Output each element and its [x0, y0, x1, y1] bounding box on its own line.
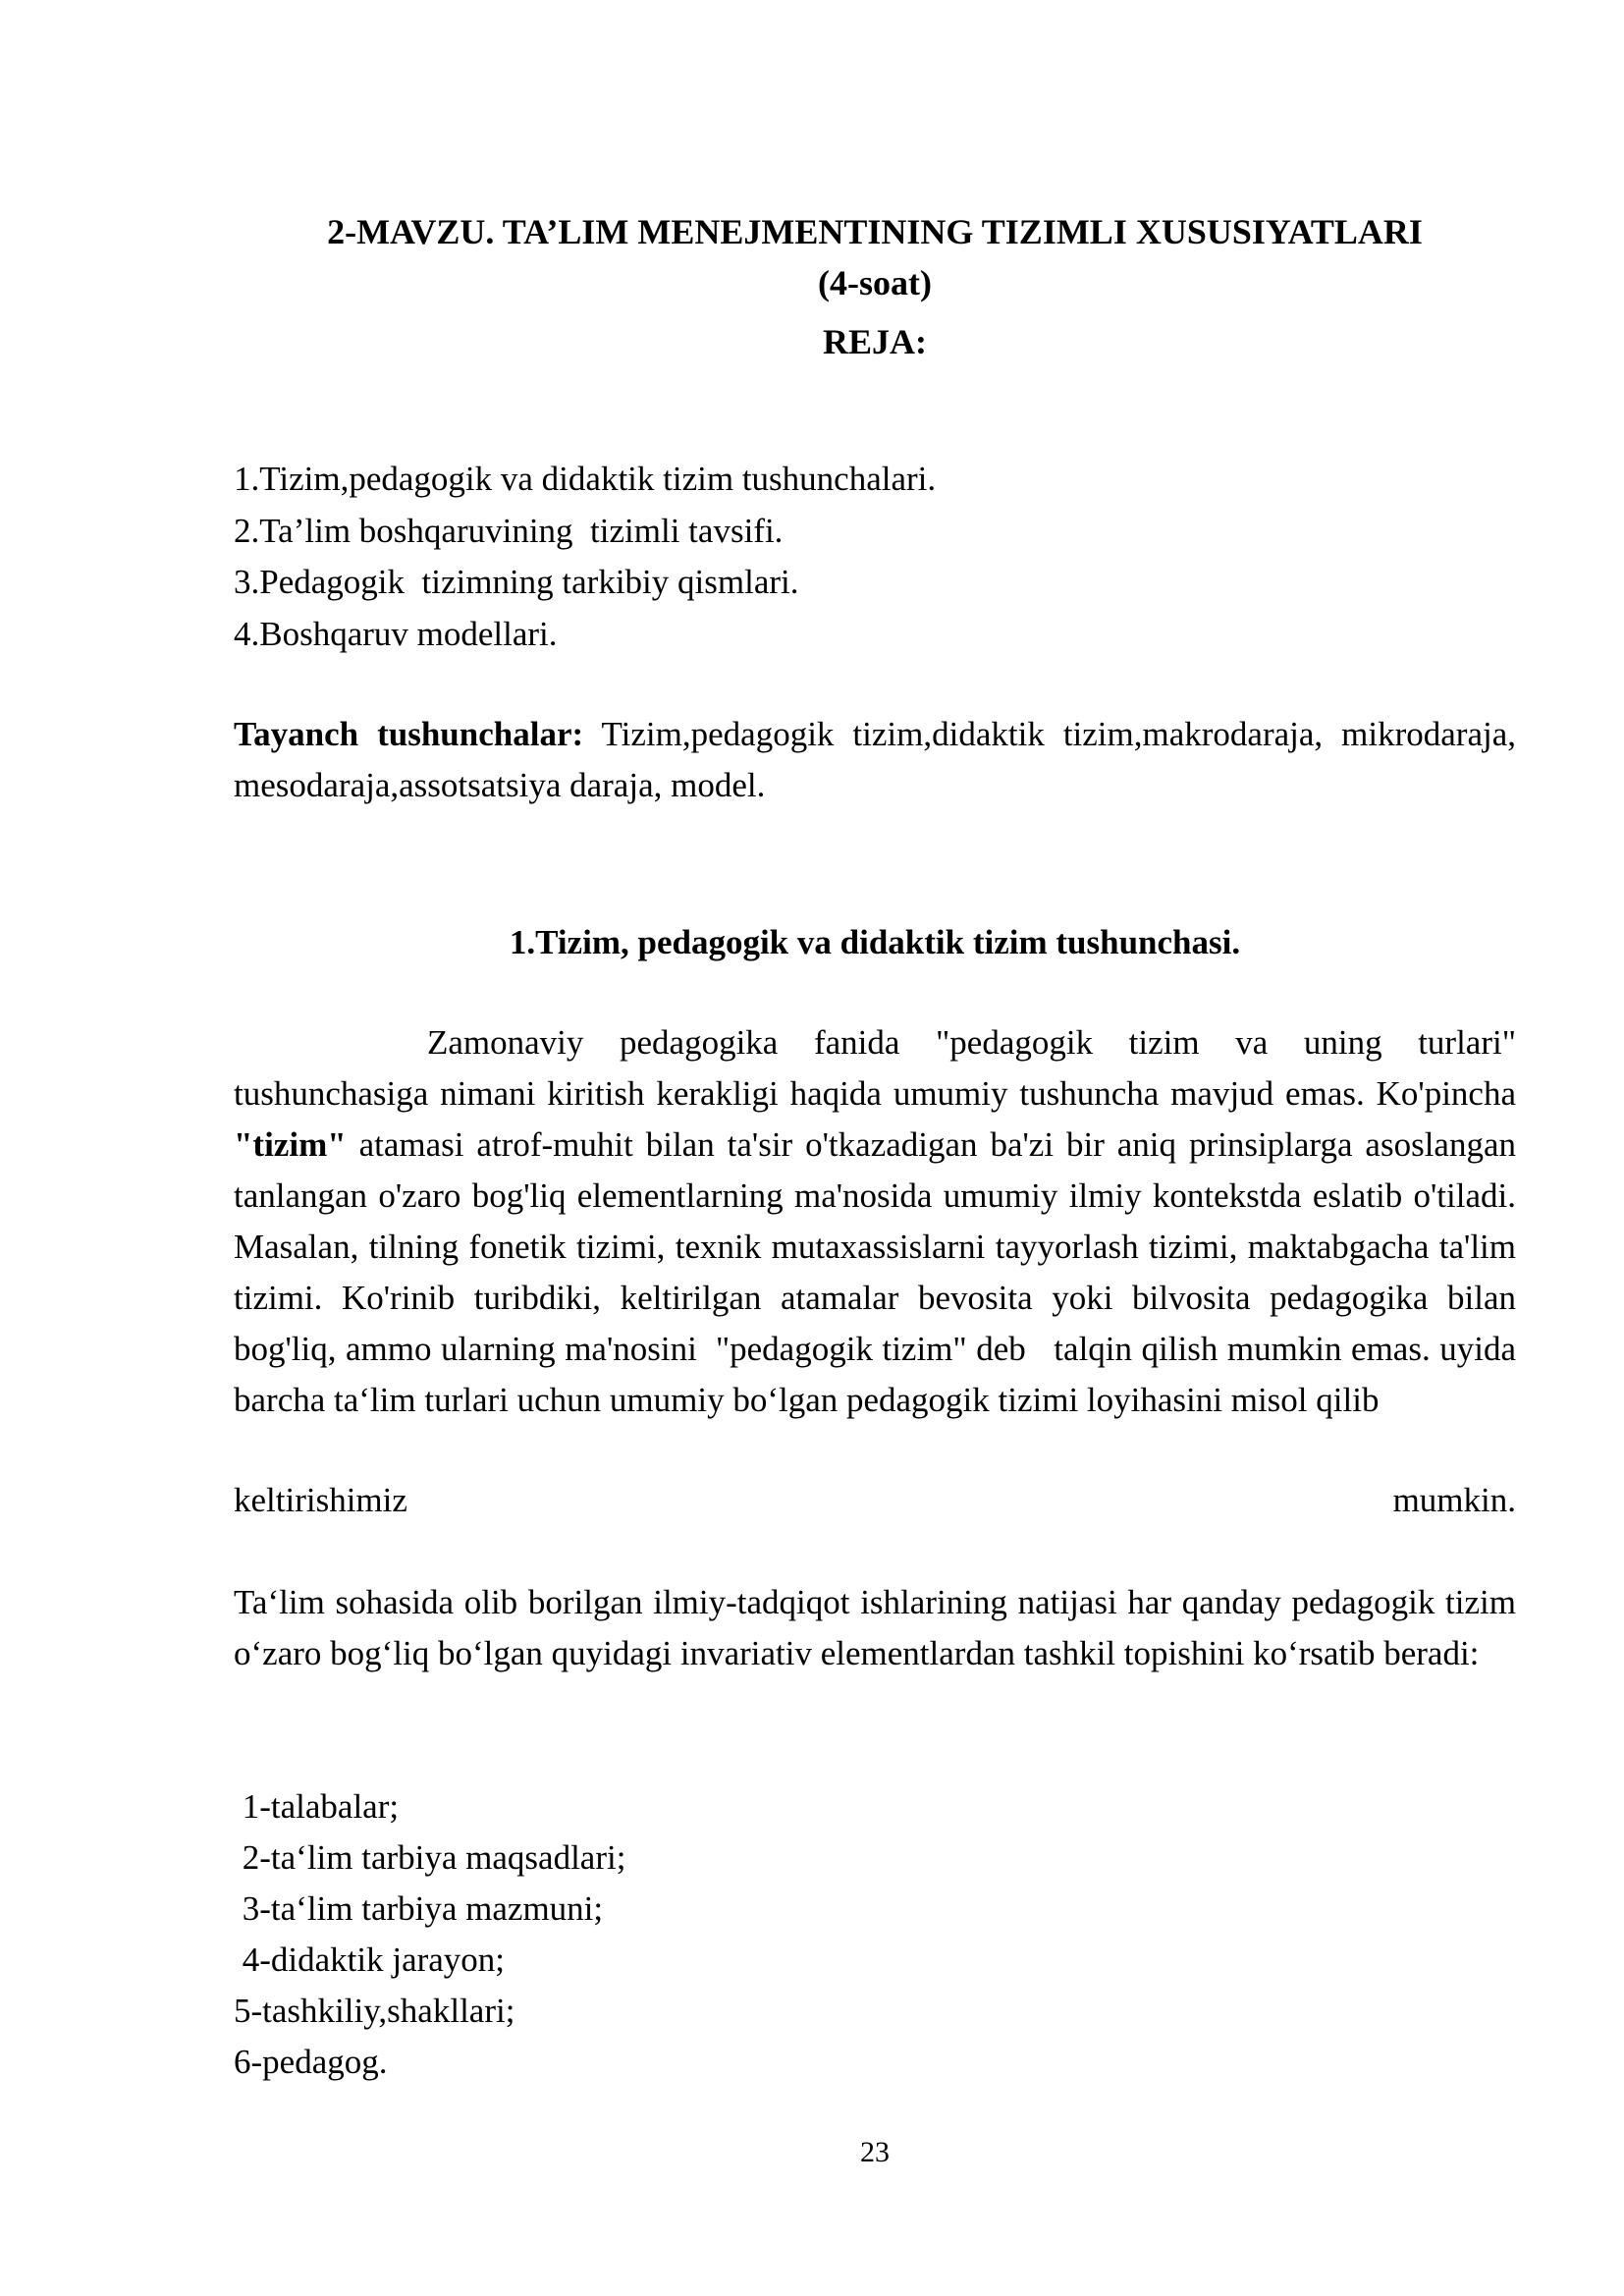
- paragraph-1-last-left: keltirishimiz: [234, 1481, 407, 1519]
- list-item: 6-pedagog.: [234, 2043, 388, 2081]
- plan-item: 1.Tizim,pedagogik va didaktik tizim tushunchalari.: [234, 460, 937, 498]
- list-item: 4-didaktik jarayon;: [234, 1941, 506, 1979]
- list-item: 5-tashkiliy,shakllari;: [234, 1992, 515, 2030]
- plan-list: [234, 454, 1516, 660]
- paragraph-2: Ta‘lim sohasida olib borilgan ilmiy-tadqiqot ishlarining natijasi har qanday pedagogik tizim o‘zaro bog‘liq bo‘lgan quyidagi invariativ elementlardan tashkil topishini ko‘rsatib beradi:: [234, 1583, 1516, 1672]
- plan-heading: REJA:: [823, 322, 927, 361]
- paragraph-1-last-right: mumkin.: [1392, 1481, 1516, 1519]
- topic-title: [234, 206, 1516, 308]
- paragraph-1-bold-term: "tizim": [234, 1125, 347, 1164]
- list-item: 1-talabalar;: [234, 1787, 400, 1826]
- key-concepts-text: Tizim,pedagogik tizim,didaktik tizim,makrodaraja, mikrodaraja, mesodaraja,assotsatsiya daraja, model.: [234, 715, 1516, 804]
- page-number: 23: [860, 2136, 890, 2168]
- plan-item: 4.Boshqaruv modellari.: [234, 614, 558, 653]
- paragraph-1: [234, 1017, 1525, 1426]
- paragraph-1-last-line: [234, 1475, 1516, 1526]
- document-page: [234, 0, 1525, 2296]
- topic-title-line1: 2-MAVZU. TA’LIM MENEJMENTINING TIZIMLI XUSUSIYATLARI: [327, 212, 1423, 251]
- elements-list: [234, 1781, 1516, 2088]
- plan-item: 3.Pedagogik tizimning tarkibiy qismlari.: [234, 563, 799, 601]
- list-item: 3-ta‘lim tarbiya mazmuni;: [234, 1889, 604, 1928]
- plan-item: 2.Ta’lim boshqaruvining tizimli tavsifi.: [234, 511, 784, 550]
- key-concepts-label: Tayanch tushunchalar:: [234, 715, 584, 753]
- paragraph-1-part1: Zamonaviy pedagogika fanida "pedagogik tizim va uning turlari" tushunchasiga nimani kiritish kerakligi haqida umumiy tushuncha mavjud emas. Ko'pincha: [234, 1023, 1525, 1113]
- section-1-title: 1.Tizim, pedagogik va didaktik tizim tushunchasi.: [509, 923, 1241, 961]
- topic-title-hours: (4-soat): [818, 263, 932, 302]
- key-concepts: [234, 709, 1516, 811]
- list-item: 2-ta‘lim tarbiya maqsadlari;: [234, 1838, 626, 1877]
- paragraph-1-part2: atamasi atrof-muhit bilan ta'sir o'tkazadigan ba'zi bir aniq prinsiplarga asoslangan tanlangan o'zaro bog'liq elementlarning ma'nosida umumiy ilmiy kontekstda eslatib o'tiladi. Masalan, tilning fonetik tizimi, texnik mutaxassislarni tayyorlash tizimi, maktabgacha ta'lim tizimi. Ko'rinib turibdiki, keltirilgan atamalar bevosita yoki bilvosita pedagogika bilan bog'liq, ammo ularning ma'nosini "pedagogik tizim" deb talqin qilish mumkin emas. uyida barcha ta‘lim turlari uchun umumiy bo‘lgan pedagogik tizimi loyihasini misol qilib: [234, 1125, 1525, 1419]
